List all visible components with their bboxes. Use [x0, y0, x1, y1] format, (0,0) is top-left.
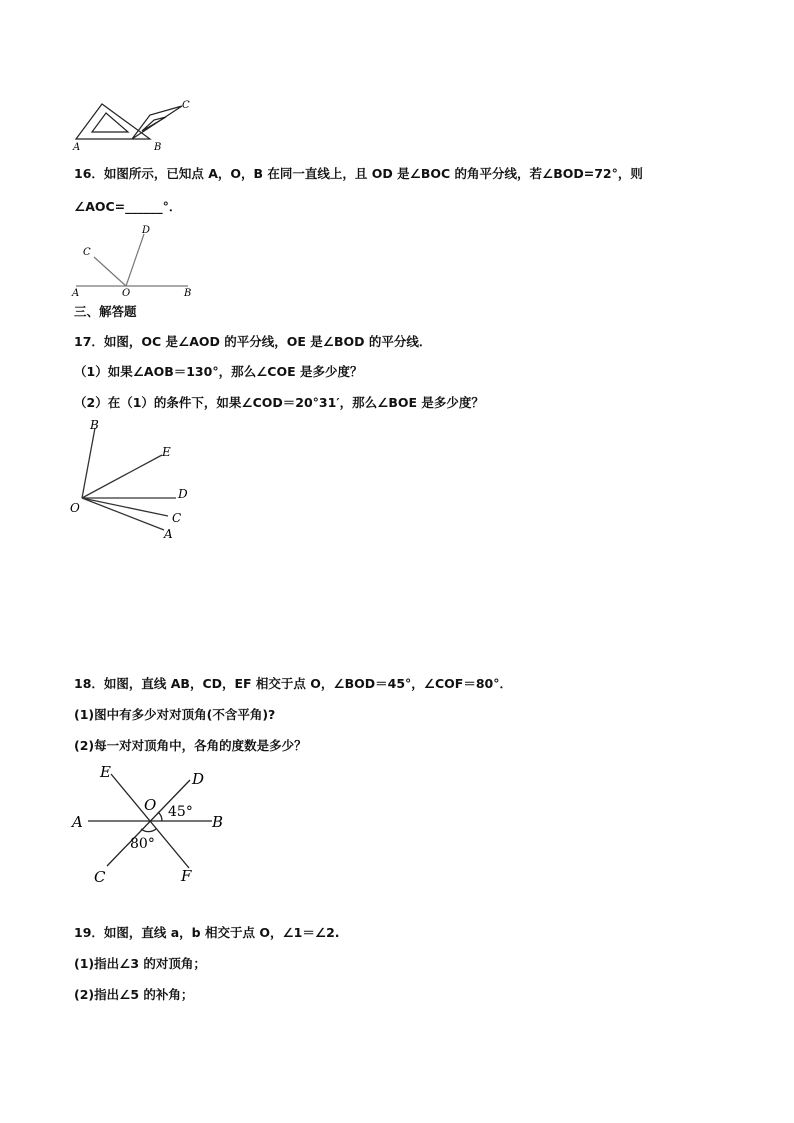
ray-OC [82, 498, 168, 516]
q16-answer-line: ∠AOC=______°． [74, 199, 182, 214]
label-C: C [172, 511, 182, 525]
q17-stem: 17．如图，OC 是∠AOD 的平分线，OE 是∠BOD 的平分线． [74, 334, 432, 349]
label-A: A [73, 142, 81, 153]
angle-80-label: 80° [130, 836, 155, 852]
label-D: D [192, 770, 205, 788]
arc-45 [158, 812, 162, 821]
q16-text: 16．如图所示，已知点 A，O，B 在同一直线上，且 OD 是∠BOC 的角平分线，若∠BOD=72°，则 [74, 166, 643, 181]
line-CD [107, 780, 190, 866]
q19-stem: 19．如图，直线 a，b 相交于点 O，∠1＝∠2. [74, 925, 340, 940]
figure-18 [66, 760, 236, 888]
figure-17 [66, 416, 192, 542]
label-B: B [90, 418, 99, 432]
angle-45-label: 45° [168, 804, 193, 820]
ray-OE [82, 455, 162, 498]
ray-OC [94, 257, 126, 286]
label-A: A [72, 288, 80, 298]
label-O: O [144, 796, 157, 814]
q19-part2: (2)指出∠5 的补角； [74, 987, 194, 1002]
q18-part2: (2)每一对对顶角中，各角的度数是多少？ [74, 738, 307, 753]
label-C: C [182, 100, 190, 111]
section-title: 三、解答题 [74, 304, 137, 319]
label-E: E [162, 445, 171, 459]
triangles-figure [70, 95, 200, 155]
label-B: B [184, 288, 192, 298]
figure-16 [70, 222, 200, 298]
large-triangle-inner [92, 113, 128, 132]
q17-part1: （1）如果∠AOB＝130°，那么∠COE 是多少度？ [74, 364, 363, 379]
label-A: A [164, 527, 173, 541]
ray-OA [82, 498, 164, 530]
small-triangle-inner [142, 117, 166, 131]
q18-stem: 18．如图，直线 AB，CD，EF 相交于点 O，∠BOD＝45°，∠COF＝80°． [74, 676, 512, 691]
label-O: O [122, 288, 131, 298]
label-A: A [72, 813, 83, 831]
q19-part1: (1)指出∠3 的对顶角； [74, 956, 206, 971]
label-D: D [142, 225, 151, 236]
ray-OD [126, 234, 144, 286]
label-E: E [100, 763, 111, 781]
label-F: F [181, 867, 192, 885]
label-O: O [70, 501, 80, 515]
label-B: B [212, 813, 224, 831]
ray-OB [82, 428, 95, 498]
label-C: C [83, 247, 91, 258]
label-B: B [154, 142, 162, 153]
label-C: C [94, 868, 106, 886]
label-D: D [178, 487, 188, 501]
q18-part1: (1)图中有多少对对顶角(不含平角)? [74, 707, 276, 722]
q17-part2: （2）在（1）的条件下，如果∠COD＝20°31′，那么∠BOE 是多少度？ [74, 395, 484, 410]
arc-80 [141, 829, 156, 832]
